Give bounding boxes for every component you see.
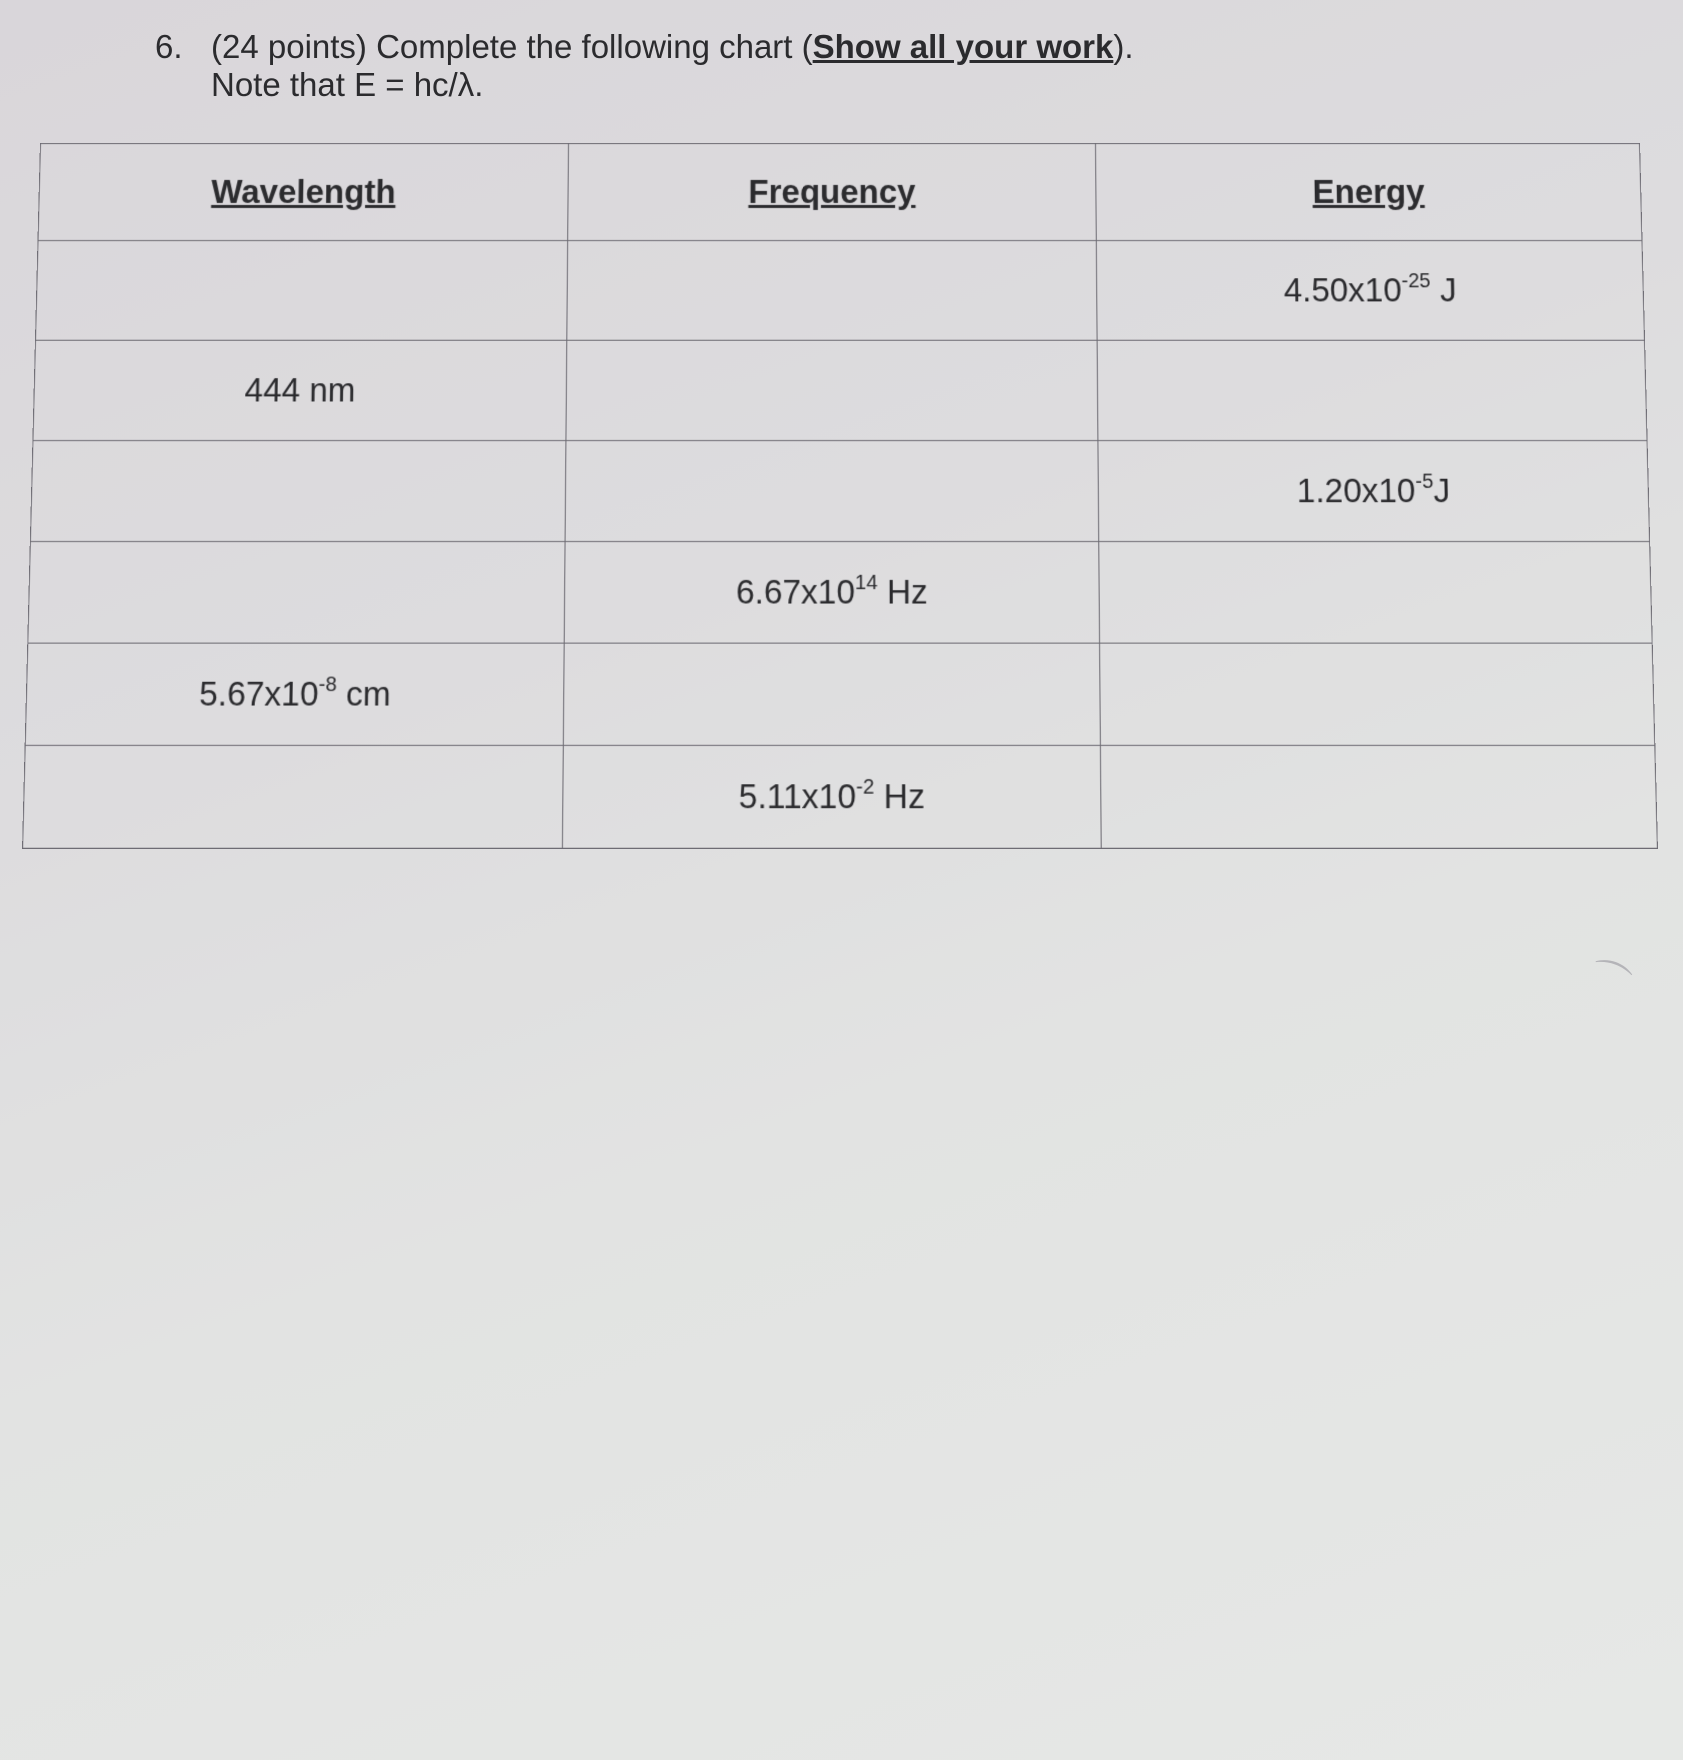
wavelength-value: 444 nm (244, 371, 356, 409)
cell-energy[interactable] (1100, 643, 1655, 745)
cell-frequency[interactable] (566, 340, 1099, 440)
header-frequency: Frequency (567, 143, 1096, 240)
table-row (30, 441, 1649, 542)
table-header-row (38, 143, 1642, 240)
frequency-value: 6.67x10 (735, 572, 856, 611)
cell-energy (1098, 441, 1649, 542)
table-row (23, 745, 1658, 848)
table-row (28, 542, 1652, 644)
cell-wavelength[interactable] (35, 241, 567, 341)
energy-exponent: -5 (1415, 470, 1434, 494)
header-energy: Energy (1096, 143, 1642, 240)
cell-frequency (562, 745, 1101, 848)
question-intro: (24 points) Complete the following chart ( (211, 28, 813, 65)
frequency-exponent: -2 (856, 775, 875, 799)
question-close: ). (1113, 28, 1134, 65)
conversion-table (22, 143, 1658, 849)
header-wavelength: Wavelength (38, 143, 568, 240)
frequency-unit: Hz (877, 572, 928, 611)
energy-unit: J (1430, 271, 1457, 309)
frequency-unit: Hz (874, 777, 925, 816)
table-row (33, 340, 1647, 440)
question-line-1 (155, 28, 1134, 66)
cell-wavelength[interactable] (23, 745, 563, 848)
table-row (35, 241, 1644, 341)
energy-unit: J (1433, 471, 1451, 510)
cell-energy[interactable] (1097, 340, 1647, 440)
table-row (25, 643, 1655, 745)
cell-frequency[interactable] (563, 643, 1101, 745)
cell-frequency[interactable] (565, 441, 1099, 542)
frequency-value: 5.11x10 (738, 777, 857, 816)
cell-frequency (564, 542, 1100, 644)
question-prompt (155, 28, 1134, 104)
cell-wavelength (33, 340, 567, 440)
pencil-mark: ⌒ (1582, 954, 1636, 1010)
question-emphasis: Show all your work (812, 28, 1114, 65)
energy-value: 4.50x10 (1283, 271, 1403, 309)
frequency-exponent: 14 (855, 571, 878, 595)
question-number: 6. (155, 28, 183, 65)
cell-wavelength[interactable] (28, 542, 565, 644)
cell-energy[interactable] (1101, 745, 1658, 848)
wavelength-unit: cm (336, 674, 392, 713)
cell-wavelength[interactable] (30, 441, 565, 542)
wavelength-exponent: -8 (318, 673, 338, 697)
cell-frequency[interactable] (566, 241, 1097, 341)
cell-energy (1097, 241, 1645, 341)
cell-energy[interactable] (1099, 542, 1652, 644)
cell-wavelength (25, 643, 564, 745)
wavelength-value: 5.67x10 (198, 674, 319, 713)
energy-exponent: -25 (1401, 270, 1431, 293)
question-note: Note that E = hc/λ. (211, 66, 484, 103)
energy-value: 1.20x10 (1296, 471, 1416, 510)
